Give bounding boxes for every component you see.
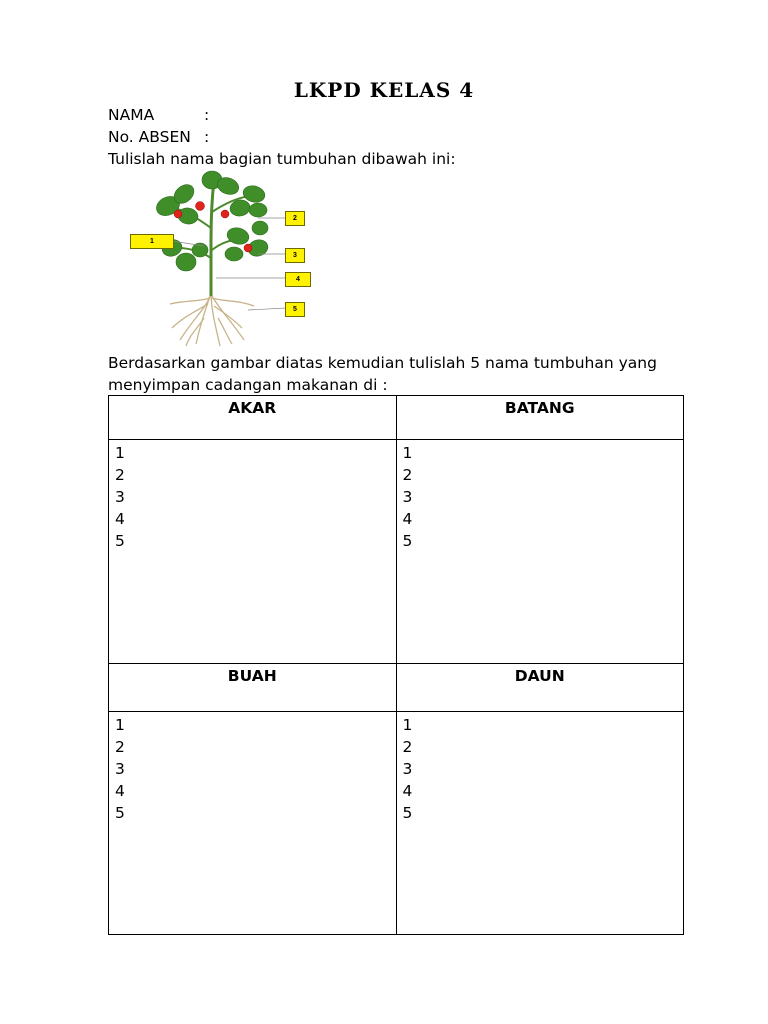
akar-num-1: 1	[115, 444, 125, 462]
batang-num-2: 2	[402, 466, 413, 484]
akar-num-5: 5	[115, 532, 125, 550]
name-colon: :	[204, 106, 210, 124]
plant-figure	[108, 168, 318, 348]
header-batang: BATANG	[396, 396, 684, 440]
batang-num-5: 5	[402, 532, 413, 550]
daun-num-2: 2	[402, 738, 413, 756]
answer-table	[108, 395, 684, 935]
header-akar: AKAR	[109, 396, 397, 440]
instruction-2-line2: menyimpan cadangan makanan di :	[108, 376, 388, 394]
batang-num-3: 3	[402, 488, 413, 506]
buah-num-2: 2	[115, 738, 125, 756]
buah-num-1: 1	[115, 716, 125, 734]
buah-num-4: 4	[115, 782, 125, 800]
absen-colon: :	[204, 128, 210, 146]
plant-label-3: 3	[285, 248, 305, 263]
akar-num-2: 2	[115, 466, 125, 484]
daun-num-5: 5	[402, 804, 413, 822]
buah-answers[interactable]	[109, 712, 397, 935]
daun-num-1: 1	[402, 716, 413, 734]
plant-label-2: 2	[285, 211, 305, 226]
daun-answers[interactable]	[396, 712, 684, 935]
akar-num-4: 4	[115, 510, 125, 528]
akar-num-3: 3	[115, 488, 125, 506]
plant-label-4: 4	[285, 272, 311, 287]
daun-num-3: 3	[402, 760, 413, 778]
absen-field	[108, 126, 209, 148]
name-label: NAMA	[108, 106, 155, 124]
name-field	[108, 104, 209, 126]
plant-label-5: 5	[285, 302, 305, 317]
buah-num-5: 5	[115, 804, 125, 822]
absen-label: No. ABSEN	[108, 128, 191, 146]
instruction-1: Tulislah nama bagian tumbuhan dibawah ini:	[108, 150, 456, 168]
daun-num-4: 4	[402, 782, 413, 800]
header-buah: BUAH	[109, 664, 397, 712]
batang-num-4: 4	[402, 510, 413, 528]
buah-num-3: 3	[115, 760, 125, 778]
akar-answers[interactable]	[109, 440, 397, 664]
header-daun: DAUN	[396, 664, 684, 712]
plant-label-1: 1	[130, 234, 174, 249]
page-title: LKPD KELAS 4	[293, 78, 475, 102]
batang-num-1: 1	[402, 444, 413, 462]
batang-answers[interactable]	[396, 440, 684, 664]
instruction-2-line1: Berdasarkan gambar diatas kemudian tulislah 5 nama tumbuhan yang	[108, 354, 657, 372]
